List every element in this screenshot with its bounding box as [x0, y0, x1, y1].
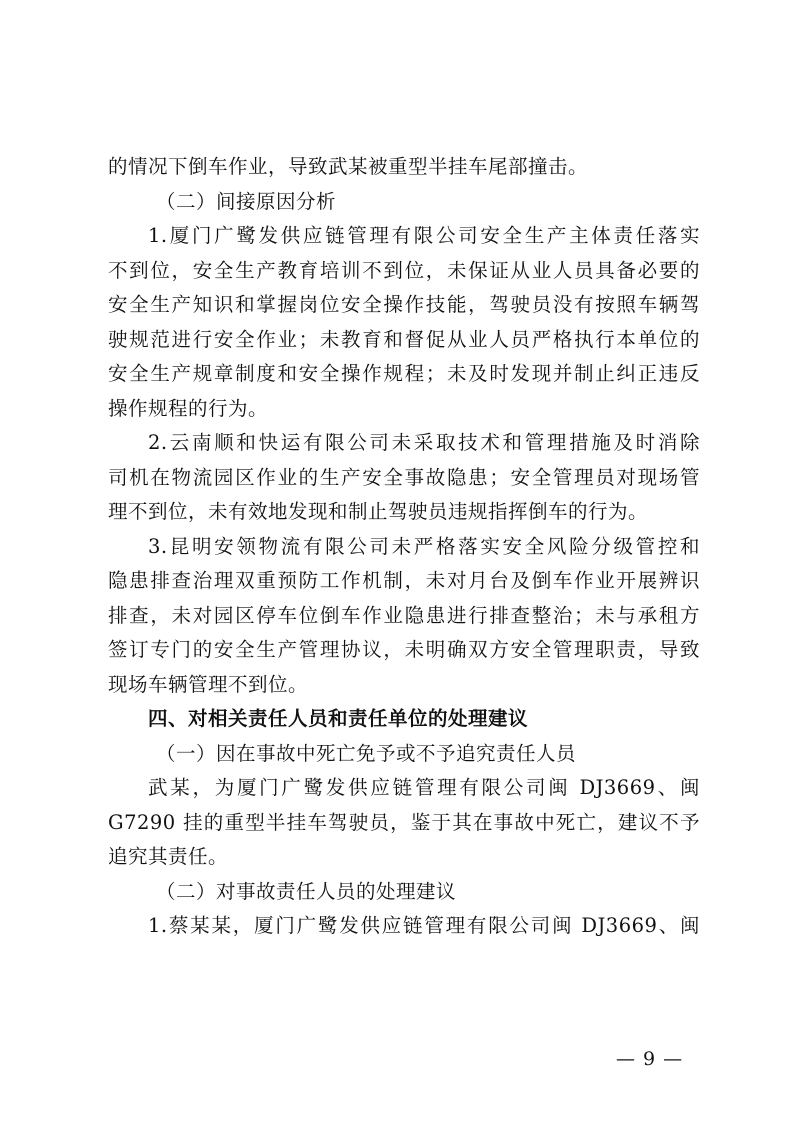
paragraph-line: 理不到位，未有效地发现和制止驾驶员违规指挥倒车的行为。 [108, 500, 649, 523]
paragraph-line: 安全生产知识和掌握岗位安全操作技能，驾驶员没有按照车辆驾 [108, 293, 700, 316]
paragraph-line: 司机在物流园区作业的生产安全事故隐患；安全管理员对现场管 [108, 465, 700, 489]
paragraph-line: 3.昆明安领物流有限公司未严格落实安全风险分级管控和 [148, 534, 700, 558]
paragraph-line: 签订专门的安全生产管理协议，未明确双方安全管理职责，导致 [108, 638, 700, 661]
section-heading: 四、对相关责任人员和责任单位的处理建议 [148, 707, 529, 730]
paragraph-line: 追究其责任。 [108, 845, 229, 868]
document-body [108, 150, 700, 944]
subsection-heading: （一）因在事故中死亡免予或不予追究责任人员 [156, 741, 577, 765]
paragraph-line: 排查，未对园区停车位倒车作业隐患进行排查整治；未与承租方 [108, 603, 700, 627]
paragraph-line: 2.云南顺和快运有限公司未采取技术和管理措施及时消除 [148, 431, 700, 454]
subsection-heading: （二）间接原因分析 [156, 189, 337, 213]
subsection-heading: （二）对事故责任人员的处理建议 [156, 879, 457, 903]
page-number: — 9 — [616, 1048, 684, 1070]
paragraph-line: 驶规范进行安全作业；未教育和督促从业人员严格执行本单位的 [108, 327, 700, 351]
paragraph-line: 现场车辆管理不到位。 [108, 672, 309, 696]
paragraph-line: 操作规程的行为。 [108, 396, 269, 420]
paragraph-line: 武某，为厦门广鹭发供应链管理有限公司闽 DJ3669、闽 [148, 776, 700, 799]
paragraph-line: 1.蔡某某，厦门广鹭发供应链管理有限公司闽 DJ3669、闽 [148, 914, 700, 937]
paragraph-line: 安全生产规章制度和安全操作规程；未及时发现并制止纠正违反 [108, 362, 700, 385]
paragraph-line: 1.厦门广鹭发供应链管理有限公司安全生产主体责任落实 [148, 224, 700, 247]
paragraph-line: G7290 挂的重型半挂车驾驶员，鉴于其在事故中死亡，建议不予 [108, 810, 700, 834]
paragraph-line: 隐患排查治理双重预防工作机制，未对月台及倒车作业开展辨识 [108, 569, 700, 592]
paragraph-line: 的情况下倒车作业，导致武某被重型半挂车尾部撞击。 [108, 155, 589, 178]
paragraph-line: 不到位，安全生产教育培训不到位，未保证从业人员具备必要的 [108, 258, 700, 282]
